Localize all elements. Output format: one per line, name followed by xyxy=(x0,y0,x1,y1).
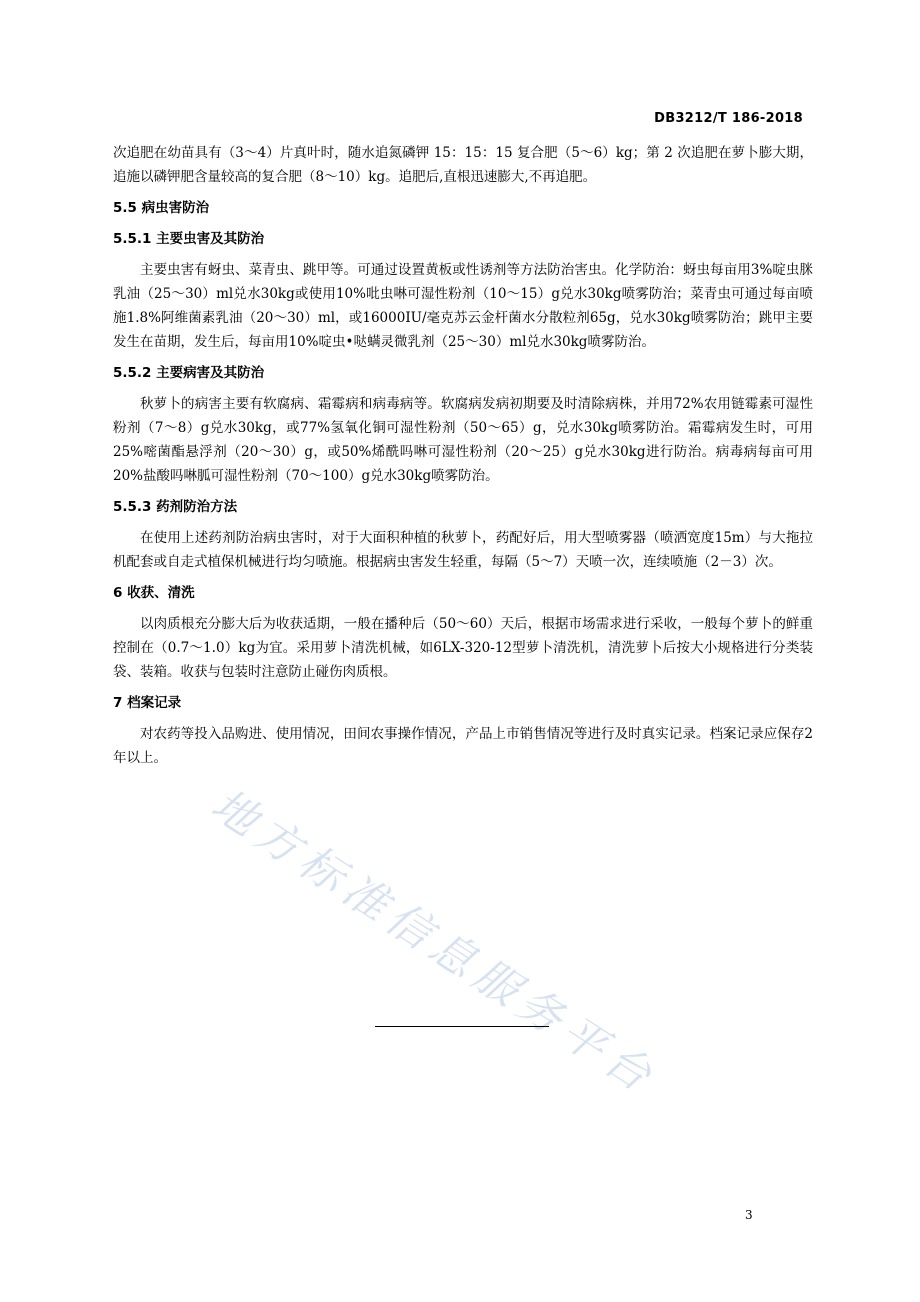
end-divider xyxy=(375,1026,549,1027)
paragraph-disease-control: 秋萝卜的病害主要有软腐病、霜霉病和病毒病等。软腐病发病初期要及时清除病株，并用72%农用链霉素可湿性粉剂（7～8）g兑水30kg，或77%氢氧化铜可湿性粉剂（50～65）g，兑水30kg喷雾防治。霜霉病发生时，可用25%嘧菌酯悬浮剂（20～30）g，或50%烯酰吗啉可湿性粉剂（20～25）g兑水30kg进行防治。病毒病每亩可用20%盐酸吗啉胍可湿性粉剂（70～100）g兑水30kg喷雾防治。 xyxy=(113,396,813,484)
paragraph-fertilizer-continued: 次追肥在幼苗具有（3～4）片真叶时，随水追氮磷钾 15：15：15 复合肥（5～6）kg；第 2 次追肥在萝卜膨大期，追施以磷钾肥含量较高的复合肥（8～10）kg。追肥后,直根迅速膨大,不再追肥。 xyxy=(113,145,813,185)
section-heading-5-5-3: 5.5.3 药剂防治方法 xyxy=(113,499,238,515)
paragraph-insect-control: 主要虫害有蚜虫、菜青虫、跳甲等。可通过设置黄板或性诱剂等方法防治害虫。化学防治：蚜虫每亩用3%啶虫脒乳油（25～30）ml兑水30kg或使用10%吡虫啉可湿性粉剂（10～15）g兑水30kg喷雾防治；菜青虫可通过每亩喷施1.8%阿维菌素乳油（20～30）ml，或16000IU/毫克苏云金杆菌水分散粒剂65g，兑水30kg喷雾防治；跳甲主要发生在苗期，发生后，每亩用10%啶虫•哒螨灵微乳剂（25～30）ml兑水30kg喷雾防治。 xyxy=(113,262,813,350)
page-number: 3 xyxy=(745,1208,753,1222)
section-heading-5-5: 5.5 病虫害防治 xyxy=(113,200,210,216)
section-heading-6: 6 收获、清洗 xyxy=(113,585,195,601)
paragraph-spraying-method: 在使用上述药剂防治病虫害时，对于大面积种植的秋萝卜，药配好后，用大型喷雾器（喷洒宽度15m）与大拖拉机配套或自走式植保机械进行均匀喷施。根据病虫害发生轻重，每隔（5～7）天喷一次，连续喷施（2－3）次。 xyxy=(113,530,813,570)
watermark: 地方标准信息服务平台 xyxy=(202,779,667,1106)
document-code: DB3212/T 186-2018 xyxy=(654,111,803,126)
paragraph-harvest-cleaning: 以肉质根充分膨大后为收获适期，一般在播种后（50～60）天后，根据市场需求进行采收，一般每个萝卜的鲜重控制在（0.7～1.0）kg为宜。采用萝卜清洗机械，如6LX-320-12型萝卜清洗机，清洗萝卜后按大小规格进行分类装袋、装箱。收获与包装时注意防止碰伤肉质根。 xyxy=(113,616,813,680)
paragraph-record-keeping: 对农药等投入品购进、使用情况，田间农事操作情况，产品上市销售情况等进行及时真实记录。档案记录应保存2年以上。 xyxy=(113,726,813,766)
section-heading-5-5-1: 5.5.1 主要虫害及其防治 xyxy=(113,231,265,247)
section-heading-5-5-2: 5.5.2 主要病害及其防治 xyxy=(113,365,265,381)
document-body xyxy=(113,141,813,777)
section-heading-7: 7 档案记录 xyxy=(113,695,182,711)
